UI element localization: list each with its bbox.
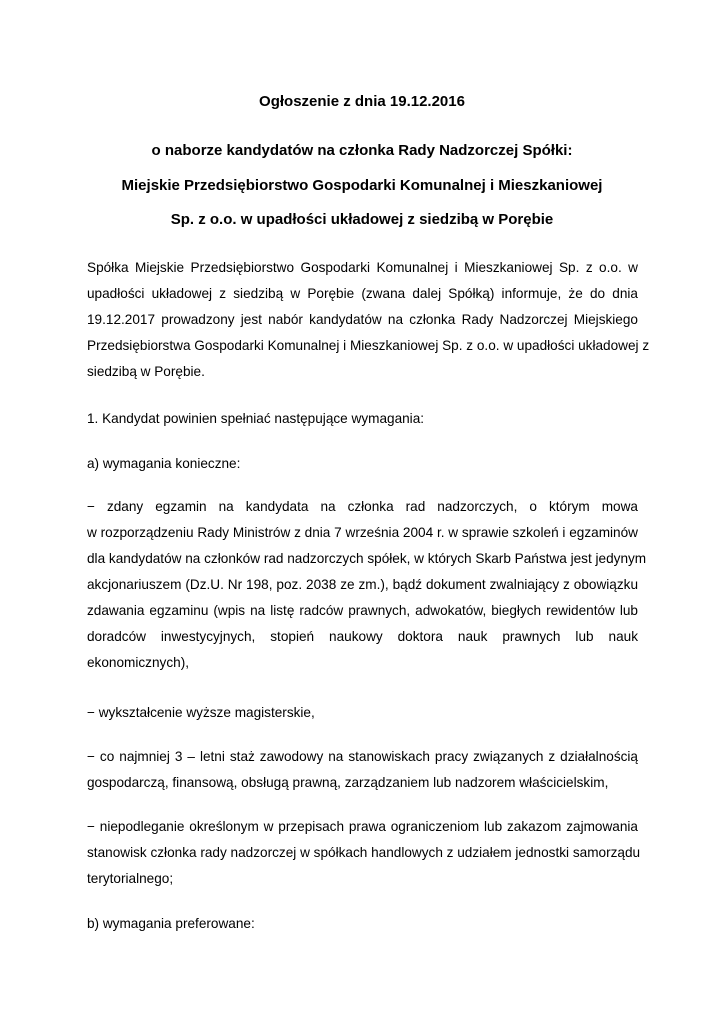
exam-requirement-line: dla kandydatów na członków rad nadzorczych spółek, w których Skarb Państwa jest jedynym [87,551,647,566]
restrictions-requirement-line: stanowisk członka rady nadzorczej w spółkach handlowych z udziałem jednostki samorządu [87,845,641,860]
restrictions-requirement-line: terytorialnego; [87,871,174,886]
exam-requirement-line: doradców inwestycyjnych, stopień naukowy doktora nauk prawnych lub nauk [87,629,638,644]
intro-line: upadłości układowej z siedzibą w Porębie (zwana dalej Spółką) informuje, że do dnia [87,286,638,301]
exam-requirement-line: w rozporządzeniu Rady Ministrów z dnia 7 września 2004 r. w sprawie szkoleń i egzaminów [87,525,638,540]
company-name-heading: Miejskie Przedsiębiorstwo Gospodarki Komunalnej i Mieszkaniowej [121,177,603,194]
intro-line: Spółka Miejskie Przedsiębiorstwo Gospodarki Komunalnej i Mieszkaniowej Sp. z o.o. w [87,260,638,275]
exam-requirement-paragraph [87,494,647,676]
education-requirement: − wykształcenie wyższe magisterskie, [87,705,315,720]
announcement-subject-heading: o naborze kandydatów na członka Rady Nadzorczej Spółki: [151,142,573,159]
company-location-heading: Sp. z o.o. w upadłości układowej z siedzibą w Porębie [170,211,554,228]
exam-requirement-line: − zdany egzamin na kandydata na członka rad nadzorczych, o którym mowa [87,499,638,514]
preferred-criteria-heading: b) wymagania preferowane: [87,916,255,931]
intro-line: siedzibą w Porębie. [87,364,205,379]
exam-requirement-line: ekonomicznych), [87,655,189,670]
required-criteria-heading: a) wymagania konieczne: [87,456,241,471]
experience-requirement-line: − co najmniej 3 – letni staż zawodowy na stanowiskach pracy związanych z działalnością [87,749,638,764]
intro-line: Przedsiębiorstwa Gospodarki Komunalnej i Mieszkaniowej Sp. z o.o. w upadłości układowej z [87,338,650,353]
experience-requirement-paragraph [87,744,638,796]
exam-requirement-line: akcjonariuszem (Dz.U. Nr 198, poz. 2038 ze zm.), bądź dokument zwalniający z obowiązku [87,577,638,592]
intro-line: 19.12.2017 prowadzony jest nabór kandydatów na członka Rady Nadzorczej Miejskiego [87,312,638,327]
requirements-intro: 1. Kandydat powinien spełniać następujące wymagania: [87,411,425,426]
restrictions-requirement-line: − niepodleganie określonym w przepisach prawa ograniczeniom lub zakazom zajmowania [87,819,638,834]
exam-requirement-line: zdawania egzaminu (wpis na listę radców prawnych, adwokatów, biegłych rewidentów lub [87,603,638,618]
announcement-date-heading: Ogłoszenie z dnia 19.12.2016 [259,93,465,110]
experience-requirement-line: gospodarczą, finansową, obsługą prawną, zarządzaniem lub nadzorem właścicielskim, [87,775,609,790]
intro-paragraph [87,255,650,385]
restrictions-requirement-paragraph [87,814,641,892]
